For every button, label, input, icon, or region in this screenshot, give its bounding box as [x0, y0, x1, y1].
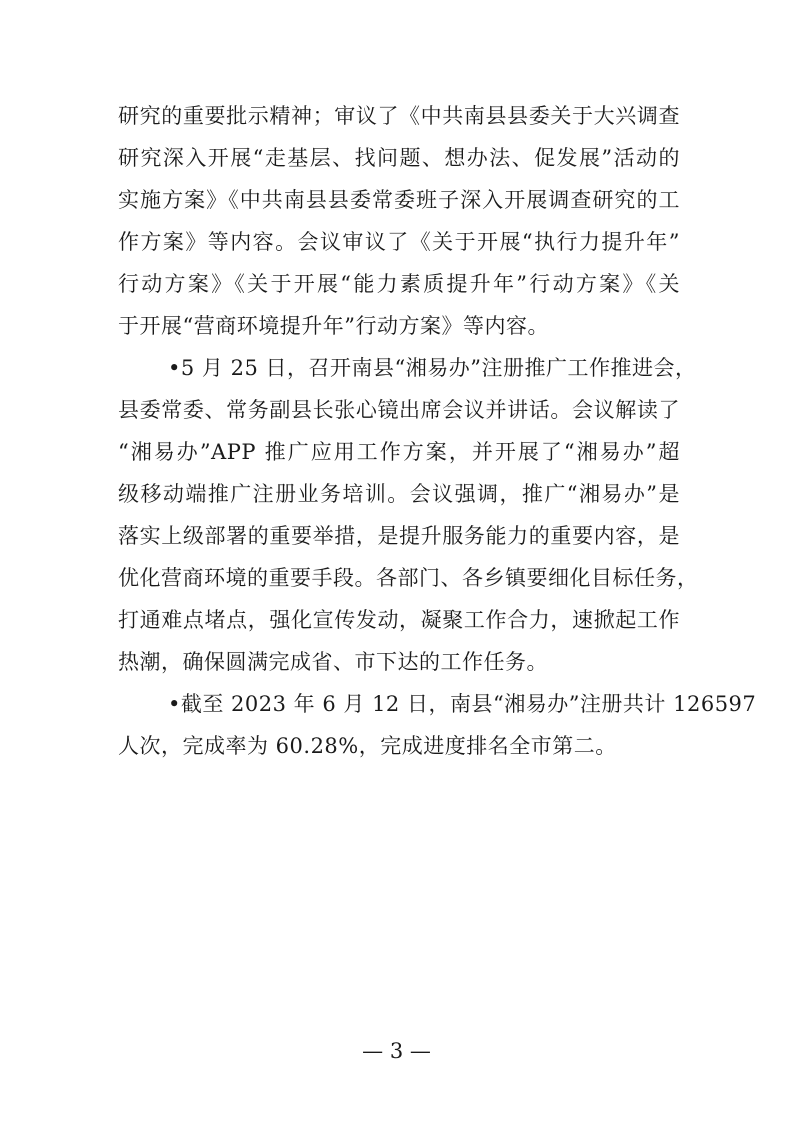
text-line: 实施方案》《中共南县县委常委班子深入开展调查研究的工: [118, 188, 680, 212]
text-line: 优化营商环境的重要手段。各部门、各乡镇要细化目标任务，: [118, 566, 699, 590]
text-line: 于开展“营商环境提升年”行动方案》等内容。: [118, 314, 549, 338]
text-line: 人次，完成率为 60.28%，完成进度排名全市第二。: [118, 734, 617, 758]
text-line: 作方案》等内容。会议审议了《关于开展“执行力提升年”: [118, 230, 680, 254]
text-line: 打通难点堵点，强化宣传发动，凝聚工作合力，速掀起工作: [118, 608, 680, 632]
text-line: 研究深入开展“走基层、找问题、想办法、促发展”活动的: [118, 146, 680, 170]
text-line: “湘易办”APP 推广应用工作方案，并开展了“湘易办”超: [118, 440, 680, 464]
text-line: •5 月 25 日，召开南县“湘易办”注册推广工作推进会，: [168, 356, 697, 380]
text-line: 落实上级部署的重要举措，是提升服务能力的重要内容，是: [118, 524, 680, 548]
text-line: 级移动端推广注册业务培训。会议强调，推广“湘易办”是: [118, 482, 680, 506]
page-number: — 3 —: [362, 1039, 431, 1063]
text-line: 热潮，确保圆满完成省、市下达的工作任务。: [118, 650, 548, 674]
text-line: •截至 2023 年 6 月 12 日，南县“湘易办”注册共计 126597: [168, 692, 757, 716]
text-line: 研究的重要批示精神；审议了《中共南县县委关于大兴调查: [118, 104, 680, 128]
text-line: 县委常委、常务副县长张心镜出席会议并讲话。会议解读了: [118, 398, 680, 422]
text-line: 行动方案》《关于开展“能力素质提升年”行动方案》《关: [118, 272, 680, 296]
